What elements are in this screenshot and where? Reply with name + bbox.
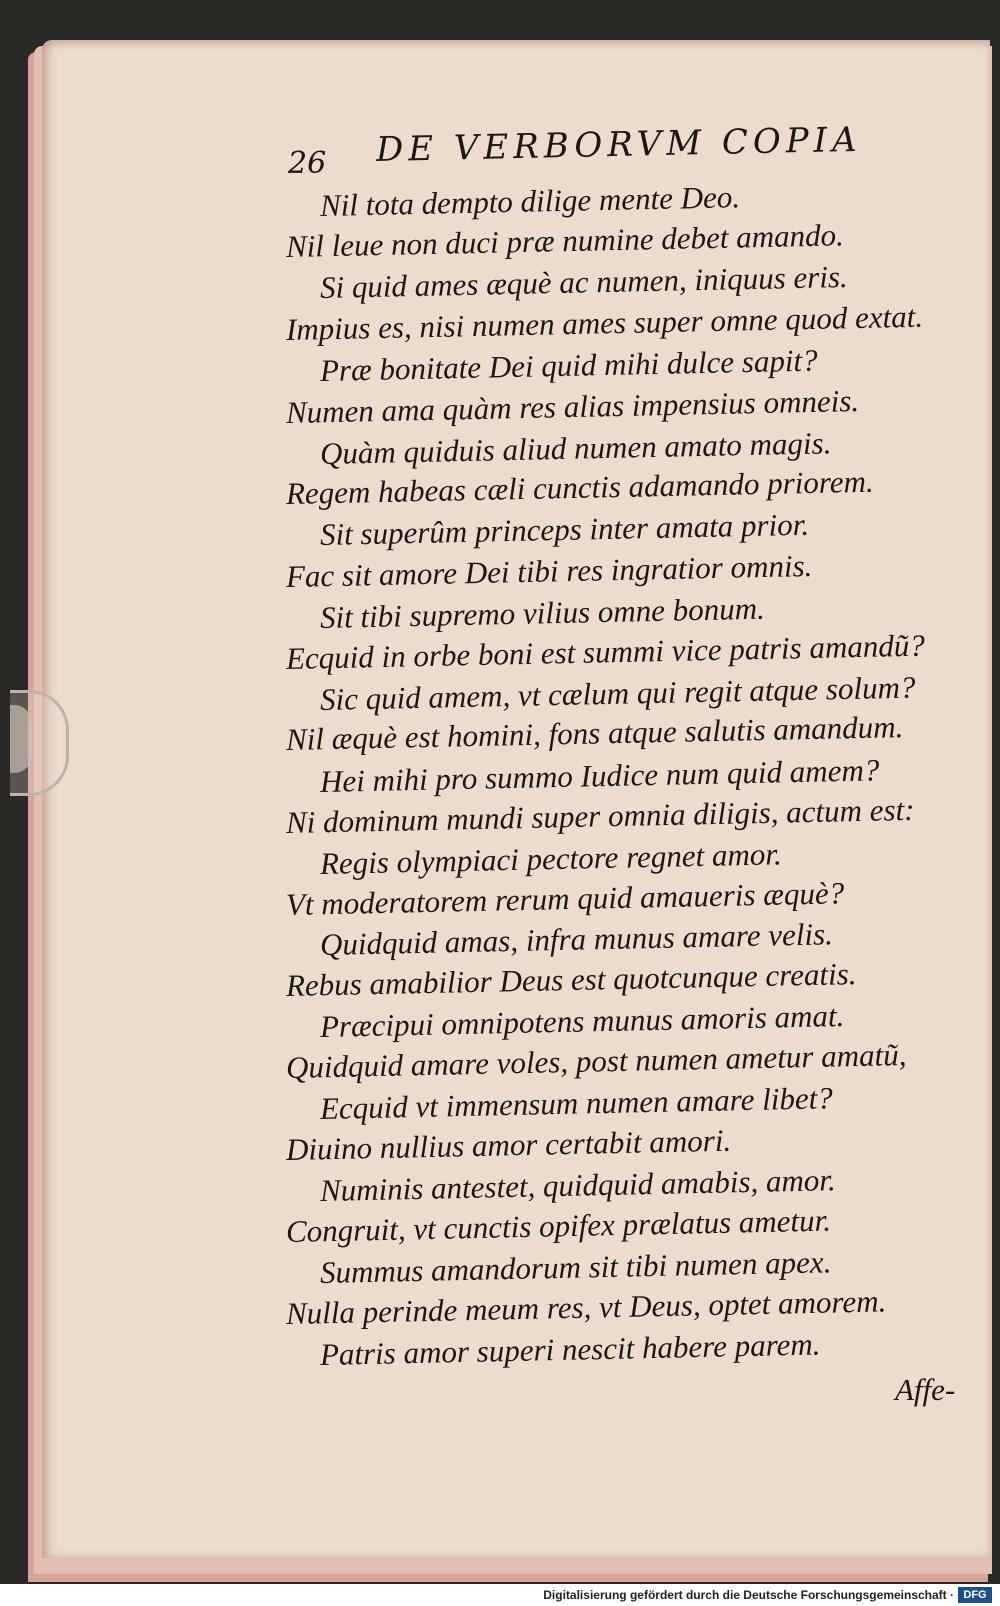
verse-line: Diuino nullius amor certabit amori. — [285, 1122, 732, 1167]
verse-line: Vt moderatorem rerum quid amaueris æquè? — [285, 875, 845, 922]
verse-line: Ni dominum mundi super omnia diligis, actum est: — [285, 791, 915, 840]
verse-line: Quidquid amare voles, post numen ametur amatũ, — [285, 1037, 907, 1085]
verse-line: Patris amor superi nescit habere parem. — [319, 1326, 821, 1372]
catchword: Affe- — [895, 1372, 956, 1407]
verse-line: Ecquid vt immensum numen amare libet? — [319, 1080, 834, 1126]
verse-line: Numen ama quàm res alias impensius omneis. — [285, 382, 860, 430]
verse-line: Hei mihi pro summo Iudice num quid amem? — [319, 752, 880, 799]
verse-line: Summus amandorum sit tibi numen apex. — [319, 1244, 832, 1290]
verse-line: Regis olympiaci pectore regnet amor. — [319, 836, 782, 881]
verse-line: Sit tibi supremo vilius omne bonum. — [319, 590, 766, 635]
verse-line: Regem habeas cæli cunctis adamando priorem. — [285, 463, 874, 511]
verse-line: Numinis antestet, quidquid amabis, amor. — [319, 1162, 837, 1208]
verse-line: Rebus amabilior Deus est quotcunque creatis. — [285, 956, 857, 1003]
verse-line: Sit superûm princeps inter amata prior. — [319, 506, 810, 552]
verse-line: Impius es, nisi numen ames super omne quod extat. — [285, 298, 924, 347]
running-head: DE VERBORVM COPIA — [375, 119, 862, 170]
verse-line: Nulla perinde meum res, vt Deus, optet amorem. — [285, 1283, 887, 1331]
dfg-logo: DFG — [958, 1587, 992, 1603]
verse-line: Nil tota dempto dilige mente Deo. — [319, 179, 741, 223]
verse-line: Ecquid in orbe boni est summi vice patris amandũ? — [285, 627, 926, 676]
verse-line: Præ bonitate Dei quid mihi dulce sapit? — [319, 342, 818, 388]
verse-line: Quàm quiduis aliud numen amato magis. — [319, 425, 832, 471]
verse-line: Congruit, vt cunctis opifex prælatus ametur. — [285, 1202, 832, 1249]
verse-line: Præcipui omnipotens munus amoris amat. — [319, 998, 845, 1044]
footer-credit: Digitalisierung gefördert durch die Deutsche Forschungsgemeinschaft · — [543, 1588, 954, 1602]
verse-line: Nil æquè est homini, fons atque salutis amandum. — [285, 709, 904, 757]
page-number: 26 — [288, 146, 327, 181]
verse-line: Nil leue non duci præ numine debet amando. — [285, 217, 845, 264]
digitization-footer — [0, 1584, 1000, 1606]
verse-line: Quidquid amas, infra munus amare velis. — [319, 916, 834, 962]
verse-line: Fac sit amore Dei tibi res ingratior omnis. — [285, 547, 813, 594]
verse-line: Si quid ames æquè ac numen, iniquus eris. — [319, 258, 849, 305]
verse-line: Sic quid amem, vt cælum qui regit atque solum? — [319, 669, 916, 717]
